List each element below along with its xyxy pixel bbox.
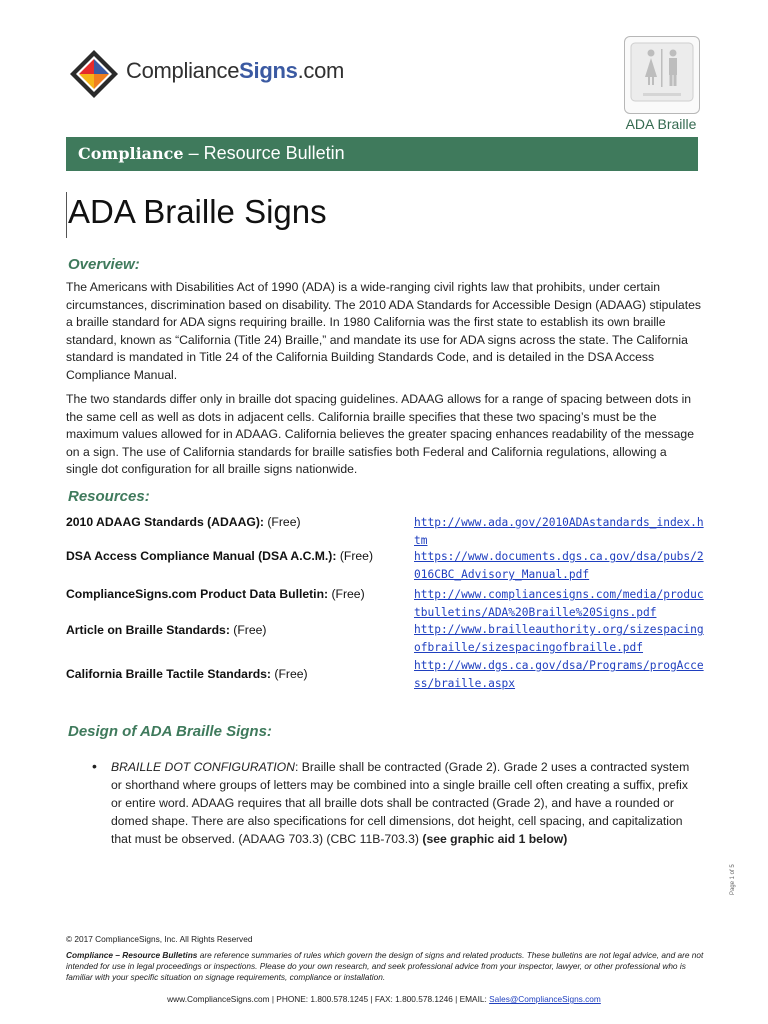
resource-link[interactable]: http://www.ada.gov/2010ADAstandards_index.htm [414, 516, 704, 547]
resource-link[interactable]: https://www.documents.dgs.ca.gov/dsa/pubs/2016CBC_Advisory_Manual.pdf [414, 550, 704, 581]
page-number: Page 1 of 5 [730, 864, 736, 895]
resources-heading: Resources: [68, 488, 150, 505]
resource-link[interactable]: http://www.dgs.ca.gov/dsa/Programs/progAccess/braille.aspx [414, 659, 704, 690]
title-cursor-bar [66, 192, 67, 238]
email-link[interactable]: Sales@ComplianceSigns.com [489, 994, 601, 1004]
overview-paragraph-2: The two standards differ only in braille dot spacing guidelines. ADAAG allows for a range of spacing between dots in the same cell as well as dots in adjacent cells. California braille specifies that these two spacing’s must be the maximum values allowed for in ADAAG. California believes the greater spacing enhances readability of the message on a sign. The use of California standards for braille satisfies both Federal and California regulations, allowing a single dot configuration for all braille signs nationwide. [66, 392, 694, 476]
bullet-dot: • [92, 758, 97, 774]
disclaimer: Compliance – Resource Bulletins are reference summaries of rules which govern the design of signs and related products. These bulletins are not legal advice, and are not intended for use in legal proceedings or inspections. Please do your own research, and seek professional advice from your inspector, lawyer, or other professional who is familiar with your specific situation on signage requirements, compliance or installation. [66, 950, 704, 982]
logo-diamond-icon [70, 50, 118, 98]
resource-label: ComplianceSigns.com Product Data Bulletin: (Free) [66, 587, 365, 601]
overview-paragraph-1: The Americans with Disabilities Act of 1990 (ADA) is a wide-ranging civil rights law that prohibits, under certain circumstances, discrimination based on disability. The 2010 ADA Standards for Accessible Design (ADAAG) stipulates a braille standard for ADA signs requiring braille. In 1980 California was the first state to establish its own braille standard, known as “California (Title 24) Braille,” and mandate its use for ADA signs across the state. The California standard is mandated in Title 24 of the California Building Standards Code, and is detailed in the DSA Access Compliance Manual. [66, 280, 701, 382]
ada-braille-sign-thumbnail [624, 36, 700, 114]
resource-link[interactable]: http://www.brailleauthority.org/sizespacingofbraille/sizespacingofbraille.pdf [414, 623, 704, 654]
contact-line: www.ComplianceSigns.com | PHONE: 1.800.578.1245 | FAX: 1.800.578.1246 | EMAIL: Sales@ComplianceSigns.com [167, 994, 601, 1004]
resource-label: DSA Access Compliance Manual (DSA A.C.M.): (Free) [66, 549, 373, 563]
thumbnail-label: ADA Braille [625, 116, 697, 132]
page-title: ADA Braille Signs [68, 193, 327, 230]
resource-link[interactable]: http://www.compliancesigns.com/media/productbulletins/ADA%20Braille%20Signs.pdf [414, 588, 704, 619]
resource-label: Article on Braille Standards: (Free) [66, 623, 267, 637]
company-logo-text: ComplianceSigns.com [126, 58, 345, 83]
design-heading: Design of ADA Braille Signs: [68, 723, 272, 740]
braille-dot-configuration-bullet: BRAILLE DOT CONFIGURATION: Braille shall be contracted (Grade 2). Grade 2 uses a contracted system or shorthand where groups of letters may be combined into a single braille cell often creating a suffix, prefix or entire word. ADAAG requires that all braille dots shall be contracted (Grade 2), and have a rounded or domed shape. There are also specifications for cell dimensions, dot height, cell spacing, and capitalization that must be observed. (ADAAG 703.3) (CBC 11B-703.3) (see graphic aid 1 below) [111, 760, 690, 846]
resource-label: 2010 ADAAG Standards (ADAAG): (Free) [66, 515, 301, 529]
overview-heading: Overview: [68, 256, 140, 273]
copyright: © 2017 ComplianceSigns, Inc. All Rights Reserved [66, 934, 253, 944]
restroom-pictogram-icon [645, 49, 677, 87]
banner-title: Compliance – Resource Bulletin [78, 143, 345, 163]
resource-label: California Braille Tactile Standards: (Free) [66, 667, 308, 681]
